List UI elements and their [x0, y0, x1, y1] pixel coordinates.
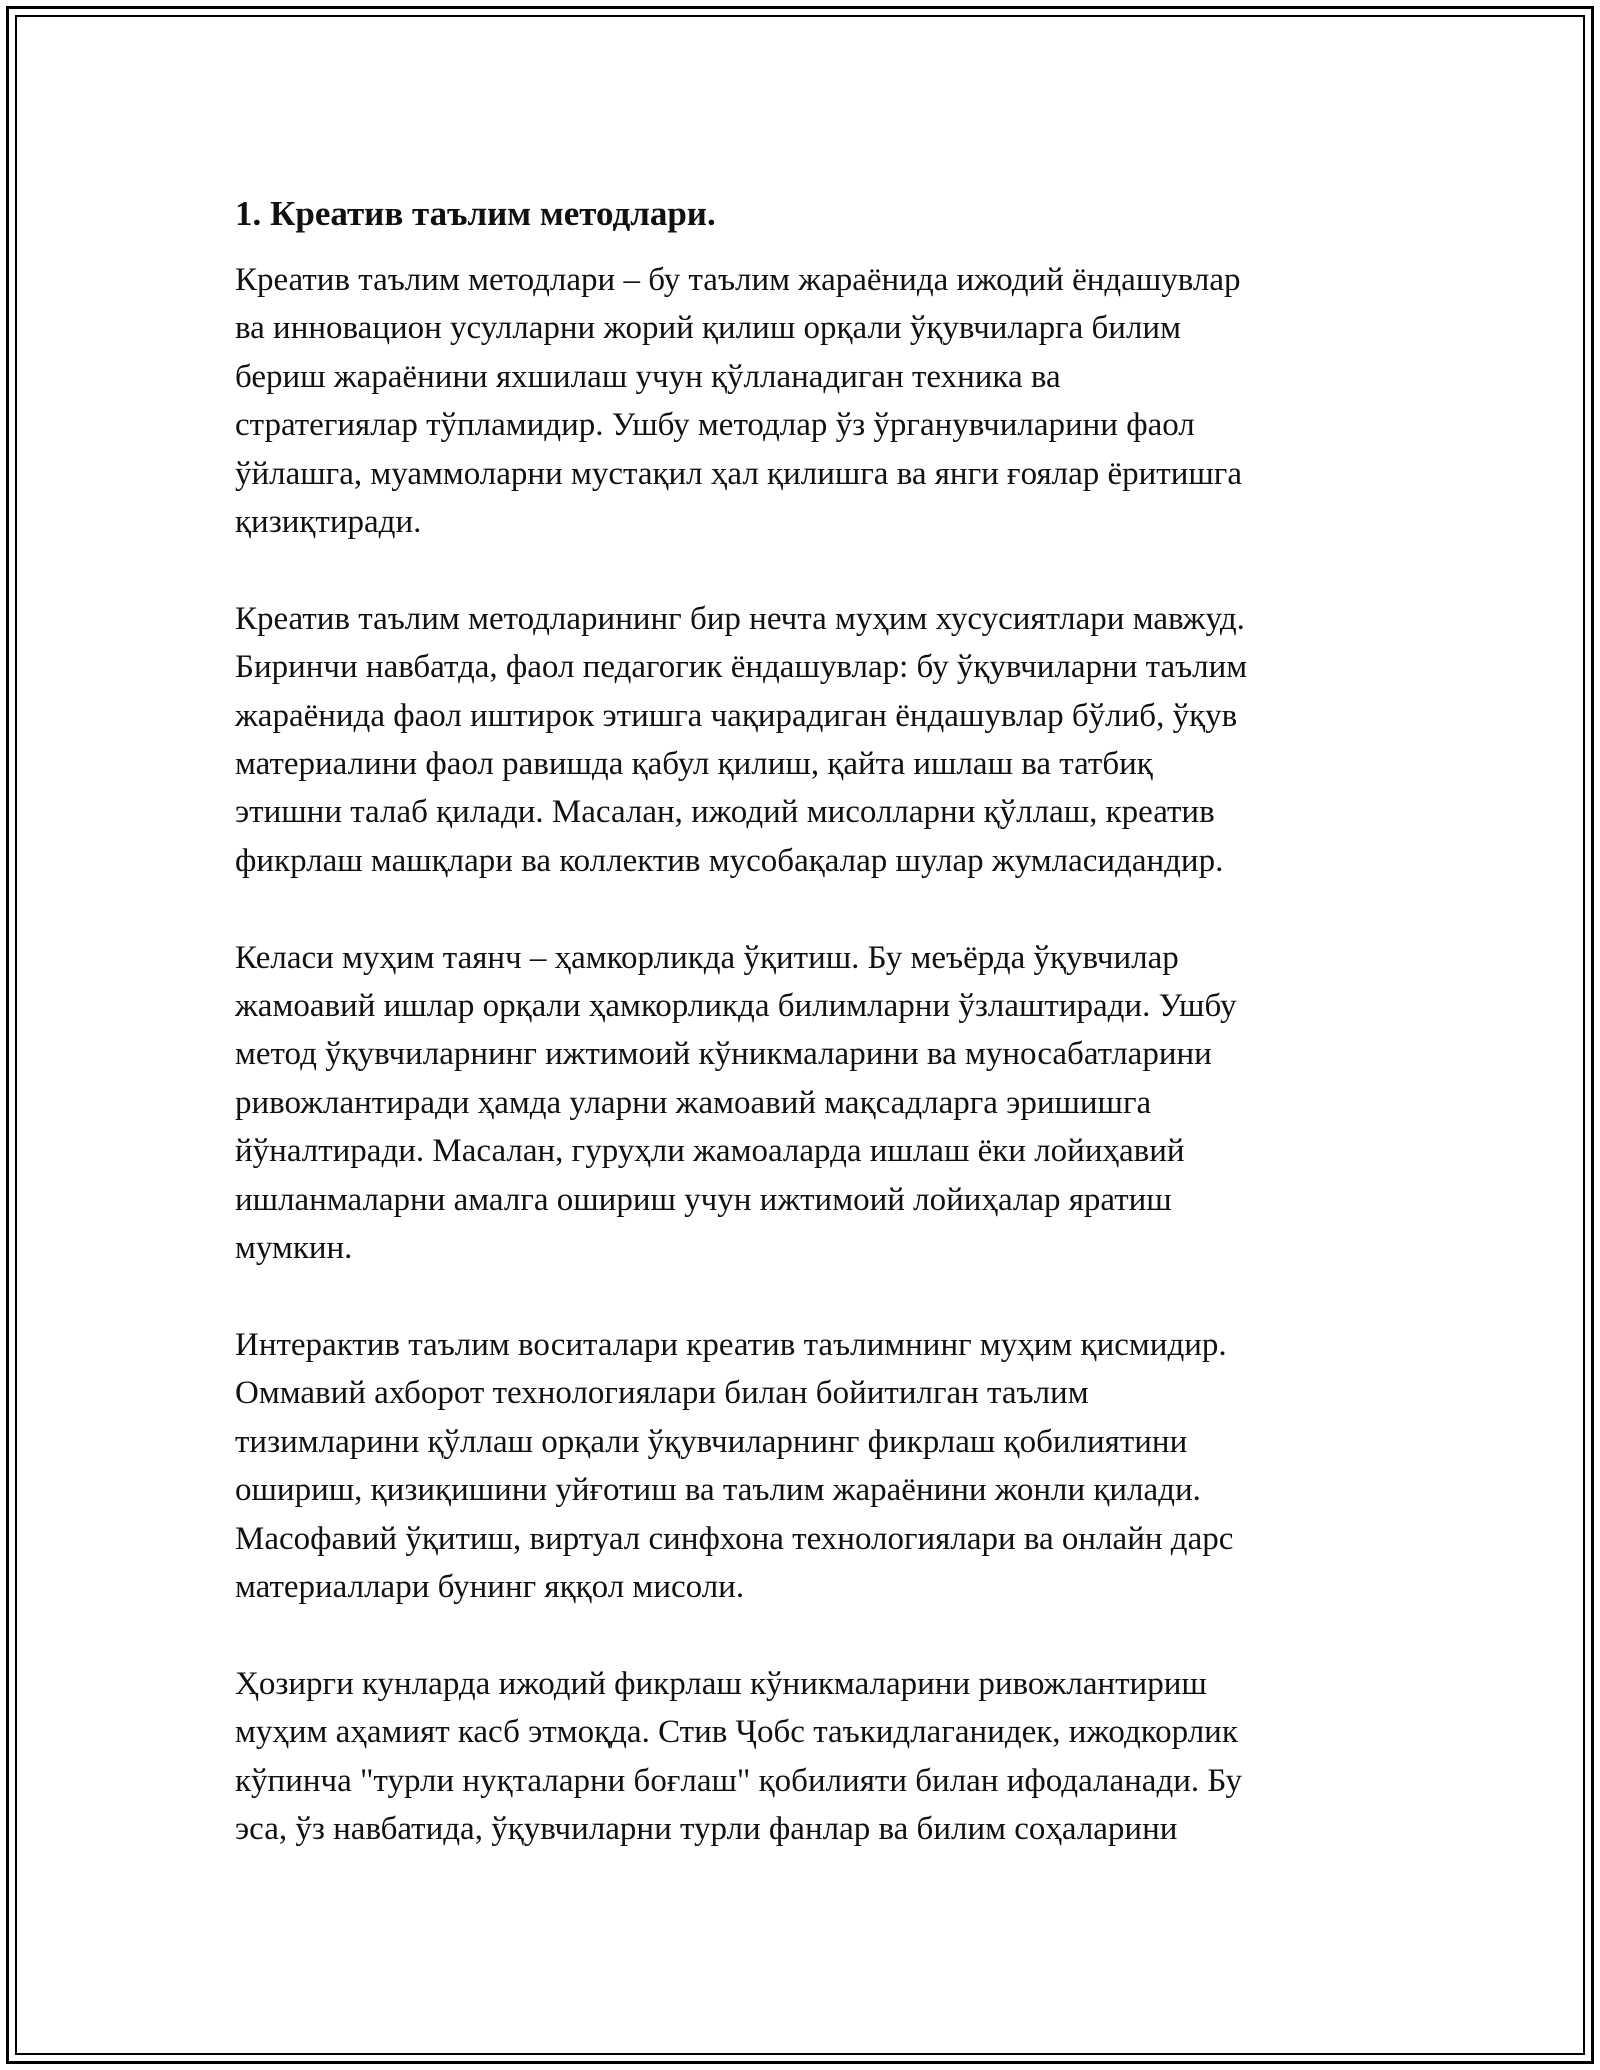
paragraph-4: Интерактив таълим воситалари креатив таълимнинг муҳим қисмидир. Оммавий ахборот технологиялари билан бойитилган таълим тизимларини қўллаш орқали ўқувчиларнинг фикрлаш қобилиятини ошириш, қизиқишини уйғотиш ва таълим жараёнини жонли қилади. Масофавий ўқитиш, виртуал синфхона технологиялари ва онлайн дарс материаллари бунинг яққол мисоли.: [235, 1326, 1234, 1605]
paragraph-3: Келаси муҳим таянч – ҳамкорликда ўқитиш. Бу меъёрда ўқувчилар жамоавий ишлар орқали ҳамкорликда билимларни ўзлаштиради. Ушбу метод ўқувчиларнинг ижтимоий кўникмаларини ва муносабатларини ривожлантиради ҳамда уларни жамоавий мақсадларга эришишга йўналтиради. Масалан, гуруҳли жамоаларда ишлаш ёки лойиҳавий ишланмаларни амалга ошириш учун ижтимоий лойиҳалар яратиш мумкин.: [235, 939, 1237, 1267]
paragraph-5: Ҳозирги кунларда ижодий фикрлаш кўникмаларини ривожлантириш муҳим аҳамият касб этмоқда. Стив Ҷобс таъкидлаганидек, ижодкорлик кўпинча "турли нуқталарни боғлаш" қобилияти билан ифодаланади. Бу эса, ўз навбатида, ўқувчиларни турли фанлар ва билим соҳаларини: [235, 1665, 1243, 1847]
section-heading: 1. Креатив таълим методлари.: [235, 194, 716, 233]
paragraph-2: Креатив таълим методларининг бир нечта муҳим хусусиятлари мавжуд. Биринчи навбатда, фаол педагогик ёндашувлар: бу ўқувчиларни таълим жараёнида фаол иштирок этишга чақирадиган ёндашувлар бўлиб, ўқув материалини фаол равишда қабул қилиш, қайта ишлаш ва татбиқ этишни талаб қилади. Масалан, ижодий мисолларни қўллаш, креатив фикрлаш машқлари ва коллектив мусобақалар шулар жумласидандир.: [235, 600, 1248, 879]
document-body: [235, 188, 1395, 1902]
paragraph-1: Креатив таълим методлари – бу таълим жараёнида ижодий ёндашувлар ва инновацион усулларни жорий қилиш орқали ўқувчиларга билим бериш жараёнини яхшилаш учун қўлланадиган техника ва стратегиялар тўпламидир. Ушбу методлар ўз ўрганувчиларини фаол ўйлашга, муаммоларни мустақил ҳал қилишга ва янги ғоялар ёритишга қизиқтиради.: [235, 262, 1242, 541]
